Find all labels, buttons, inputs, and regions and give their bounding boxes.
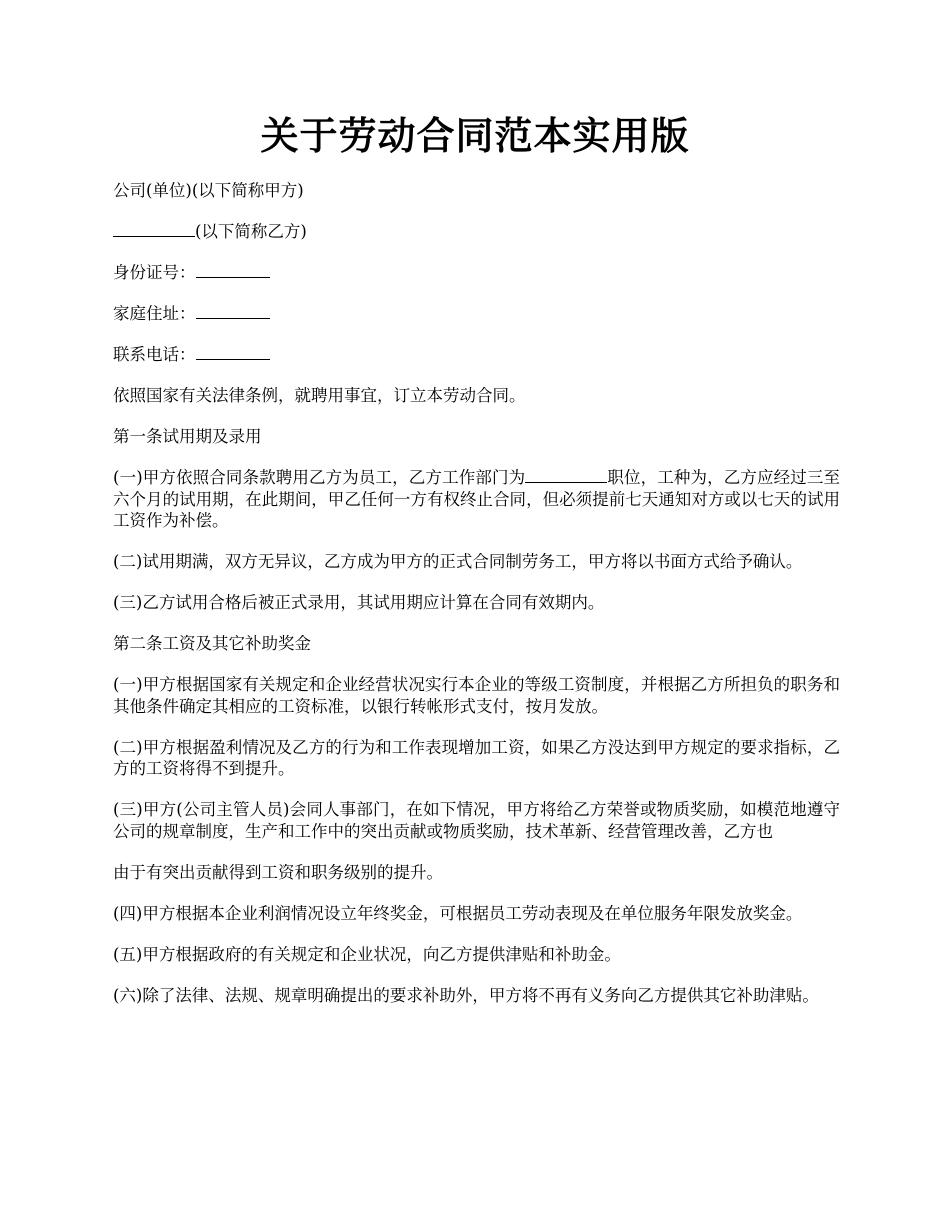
article-2-clause-4: (四)甲方根据本企业利润情况设立年终奖金，可根据员工劳动表现及在单位服务年限发放奖金。	[113, 903, 803, 923]
article-2-clause-1: (一)甲方根据国家有关规定和企业经营状况实行本企业的等级工资制度，并根据乙方所担负的职务和其他条件确定其相应的工资标准，以银行转帐形式支付，按月发放。	[113, 675, 840, 716]
article-2-clause-6: (六)除了法律、法规、规章明确提出的要求补助外，甲方将不再有义务向乙方提供其它补助津贴。	[113, 985, 819, 1005]
id-number-line	[113, 262, 840, 284]
home-address-blank	[196, 303, 270, 319]
party-b-line	[113, 221, 840, 243]
article-1-heading: 第一条试用期及录用	[113, 427, 262, 446]
article-2-clause-3: (三)甲方(公司主管人员)会同人事部门，在如下情况，甲方将给乙方荣誉或物质奖励，如模范地遵守公司的规章制度，生产和工作中的突出贡献或物质奖励，技术革新、经营管理改善，乙方也	[113, 800, 840, 841]
home-address-line	[113, 303, 840, 325]
document-body	[113, 180, 840, 1026]
article-1-clause-2: (二)试用期满，双方无异议，乙方成为甲方的正式合同制劳务工，甲方将以书面方式给予确认。	[113, 552, 803, 571]
phone-label: 联系电话：	[113, 345, 196, 364]
article-2-heading: 第二条工资及其它补助奖金	[113, 634, 311, 653]
clause-1-text-end: 职位，工种为，乙方应经过三至六个月的试用期，在此期间，甲乙任何一方有权终止合同，但必须提前七天通知对方或以七天的试用工资作为补偿。	[113, 468, 841, 530]
article-2-clause-2: (二)甲方根据盈利情况及乙方的行为和工作表现增加工资，如果乙方没达到甲方规定的要求指标，乙方的工资将得不到提升。	[113, 737, 840, 778]
article-2-clause-3-continued: 由于有突出贡献得到工资和职务级别的提升。	[113, 862, 443, 882]
article-2-clause-5: (五)甲方根据政府的有关规定和企业状况，向乙方提供津贴和补助金。	[113, 944, 621, 964]
article-1-clause-1	[113, 467, 840, 532]
phone-line	[113, 344, 840, 366]
party-a-line: 公司(单位)(以下简称甲方)	[113, 181, 304, 200]
phone-blank	[196, 344, 270, 360]
id-number-label: 身份证号：	[113, 263, 196, 282]
clause-1-text-start: (一)甲方依照合同条款聘用乙方为员工，乙方工作部门为	[113, 468, 526, 487]
home-address-label: 家庭住址：	[113, 304, 196, 323]
document-title: 关于劳动合同范本实用版	[260, 113, 690, 158]
department-blank	[525, 467, 607, 483]
party-b-suffix: (以下简称乙方)	[195, 222, 307, 241]
article-1-clause-3: (三)乙方试用合格后被正式录用，其试用期应计算在合同有效期内。	[113, 593, 605, 612]
intro-paragraph: 依照国家有关法律条例，就聘用事宜，订立本劳动合同。	[113, 386, 526, 405]
party-b-name-blank	[113, 221, 195, 237]
id-number-blank	[196, 262, 270, 278]
